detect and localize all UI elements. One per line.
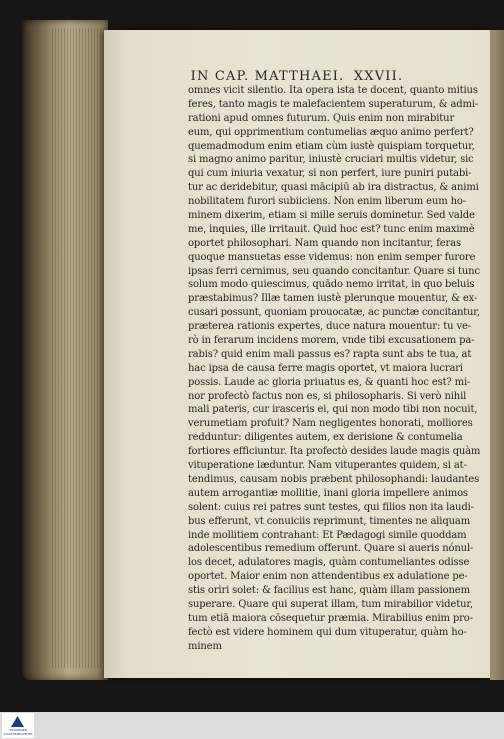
text-line: oportet. Maior enim non attendentibus ex adulatione pe- (188, 571, 468, 583)
text-line: rabis? quid enim mali passus es? rapta sunt abs te tua, at (188, 348, 472, 360)
text-line: solent: cuius rei patres sunt testes, qui filios non ita laudi- (188, 501, 474, 513)
book-right-edge (490, 30, 504, 680)
library-logo-icon (11, 716, 24, 727)
text-line: superare. Quare qui superat illam, tum mirabilior videtur, (188, 598, 473, 610)
text-line: nobilitatem furori subiiciens. Non enim liberum eum ho- (188, 196, 466, 208)
text-line: tendimus, causam nobis præbent philosophandi: laudantes (188, 473, 480, 485)
text-line: qui cum iniuria vexatur, si non perfert, iure puniri putabi- (188, 168, 472, 180)
text-line: hac ipsa de causa ferre magis oportet, vt maiora lucrari (188, 362, 463, 374)
body-text (188, 84, 480, 654)
text-line: tur ac deridebitur, quasi mācipiū ab ira distractus, & animi (188, 182, 479, 194)
library-logo-text: THÜRINGER STAATSBIBLIOTHEK (3, 728, 33, 736)
text-line: rò in ferarum incidens morem, vnde tibi excusationem pa- (188, 335, 475, 347)
text-line: vituperatione læduntur. Nam vituperantes quidem, si at- (188, 460, 467, 472)
text-line: fortiores efficiuntur. Ita profectò desides laude magis quàm (188, 446, 481, 458)
text-line: ipsas ferri cernimus, seu quando concitantur. Quare si tunc (188, 265, 480, 277)
text-line: los decet, adulatores magis, quàm contumeliantes odisse (188, 557, 470, 569)
text-line: tum etiā maiora cōsequetur præmia. Mirabilius enim pro- (188, 612, 473, 624)
running-title: IN CAP. MATTHAEI. (190, 69, 345, 84)
chapter-numeral: XXVII. (353, 69, 404, 84)
text-line: bus efferunt, vt conuiciis reprimunt, timentes ne aliquam (188, 515, 471, 527)
text-line: autem arrogantiæ mollitie, inani gloria impellere animos (188, 487, 468, 499)
text-line: præstabimus? Illæ tamen iustè plerunque mouentur, & ex- (188, 293, 478, 305)
text-line: me, inquies, ille irritauit. Quid hoc est? tunc enim maximè (188, 223, 475, 235)
text-line: quemadmodum enim etiam cùm iustè quispiam torquetur, (188, 140, 475, 152)
text-line: minem dixerim, etiam si mille seruis dominetur. Sed valde (188, 210, 475, 222)
text-line: præterea rationis expertes, duce natura mouentur: tu ve- (188, 321, 471, 333)
text-line: mali pateris, cur irasceris ei, qui non modo tibi non nocuit, (188, 404, 478, 416)
text-line: adolescentibus remedium offerunt. Quare si aueris nónul- (188, 543, 474, 555)
book-page (104, 30, 490, 678)
text-line: rationi apud omnes futurum. Quis enim non mirabitur (188, 112, 455, 124)
text-line: feres, tanto magis te malefacientem superaturum, & admi- (188, 98, 479, 110)
text-line: quoque mansuetas esse videmus: non enim semper furore (188, 251, 476, 263)
library-logo[interactable] (2, 713, 34, 738)
text-line: solum modo quiescimus, quādo nemo irritat, in quo beluis (188, 279, 475, 291)
text-line: stis oriri solet: & facilius est hanc, quàm illam passionem (188, 585, 470, 597)
text-line: omnes vicit silentio. Ita opera ista te docent, quanto mitius (188, 85, 478, 96)
text-line: nor profectò factus non es, si philosopharis. Si verò nihil (188, 390, 467, 402)
text-line: verumetiam profuit? Nam negligentes honorati, molliores (188, 418, 473, 430)
running-header (104, 69, 490, 84)
text-line: cusari possunt, quoniam prouocatæ, ac punctæ concitantur, (188, 307, 480, 319)
text-line: possis. Laude ac gloria priuatus es, & quanti hoc est? mi- (188, 376, 471, 388)
text-line: eum, qui opprimentium contumelias æquo animo perfert? (188, 126, 474, 138)
viewer-footer-bar (0, 712, 504, 739)
text-line: fectò est videre hominem qui dum vituperatur, quàm ho- (188, 626, 467, 638)
text-line: redduntur: diligentes autem, ex derisione & contumelia (188, 432, 463, 444)
text-line: si magno animo paritur, iniustè cruciari multis videtur, sic (188, 154, 474, 166)
text-line: minem (188, 640, 222, 652)
book-page-edges (22, 20, 108, 680)
text-line: oportet philosophari. Nam quando non incitantur, feras (188, 237, 461, 249)
text-line: inde mollitiem contrahant: Et Pædagogi simile quoddam (188, 529, 467, 541)
